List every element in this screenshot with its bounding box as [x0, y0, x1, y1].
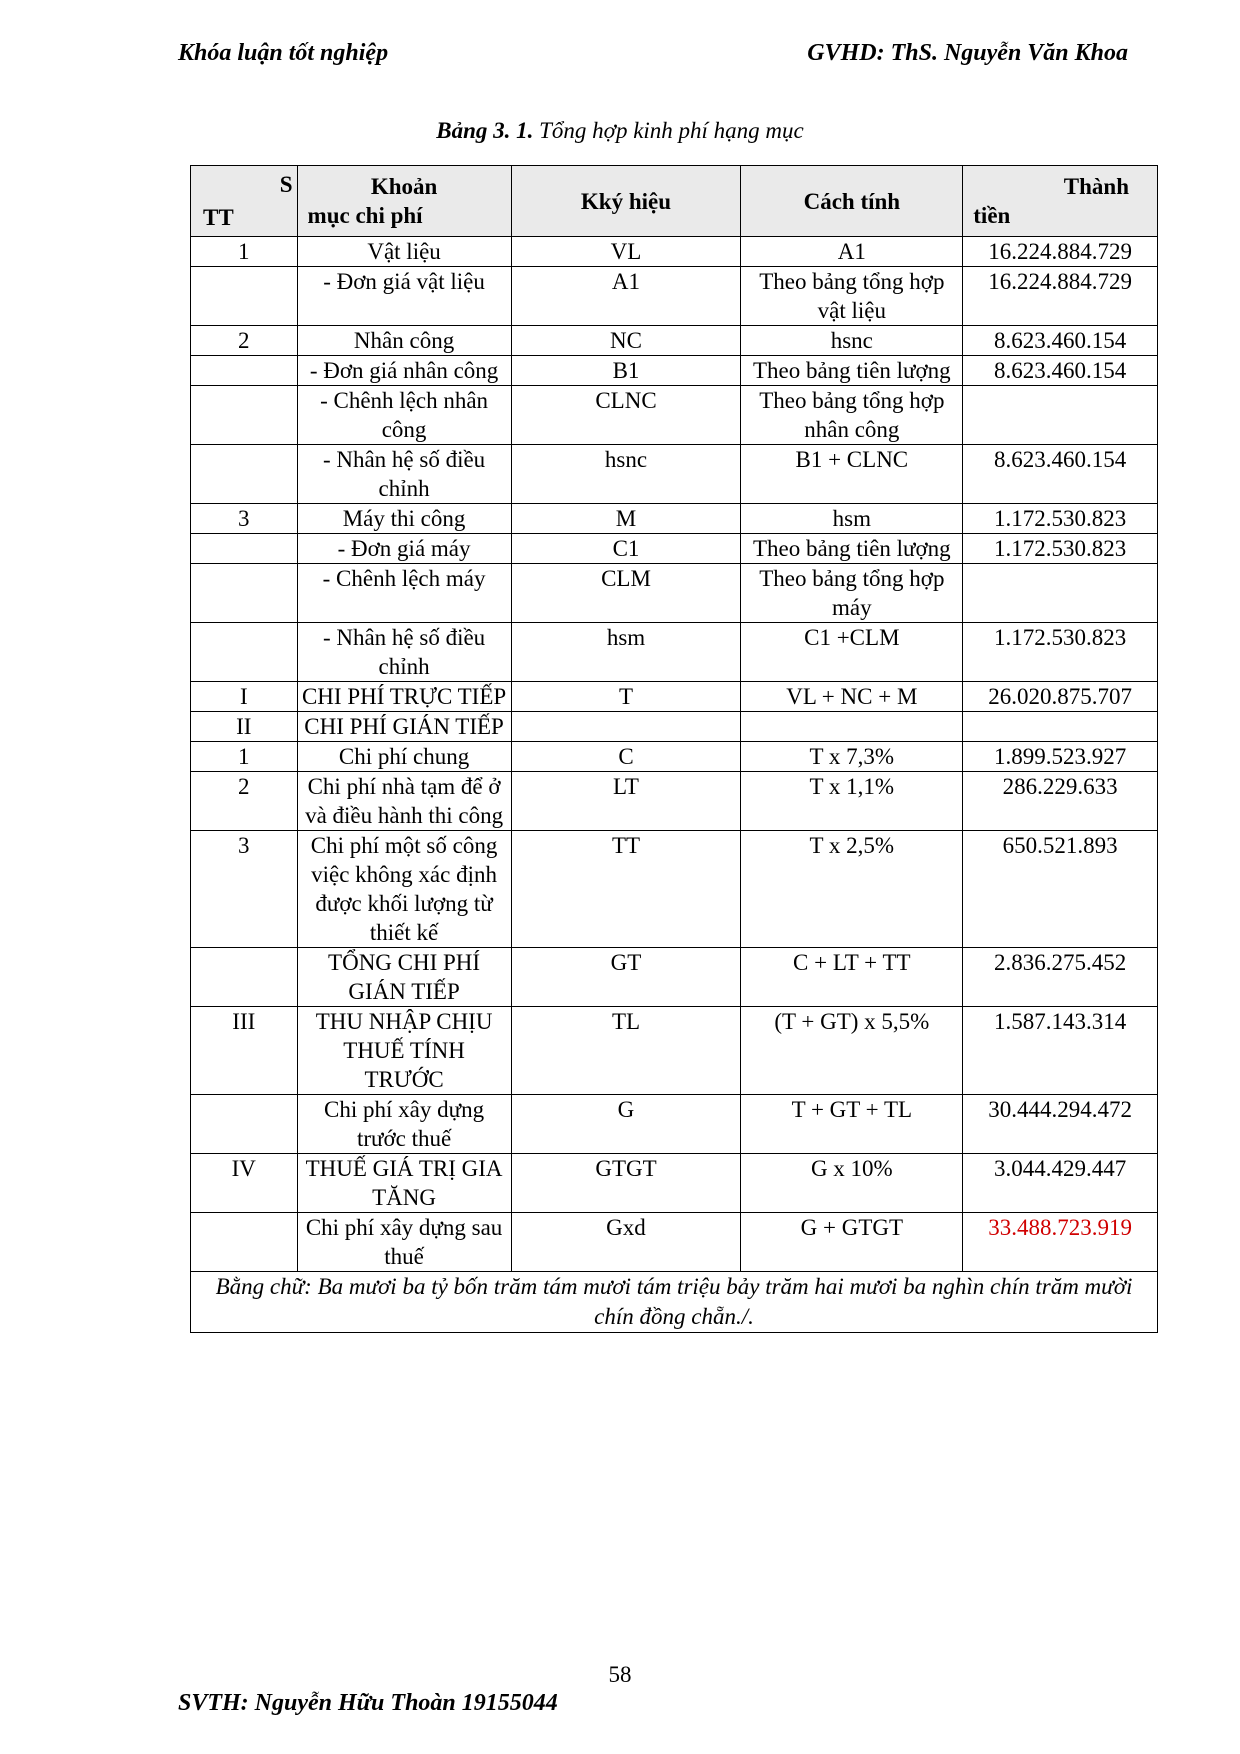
cell-code: G: [511, 1095, 741, 1154]
cell-code: GTGT: [511, 1154, 741, 1213]
header-stt-s: S: [279, 172, 293, 197]
cell-amount: 1.172.530.823: [963, 534, 1158, 564]
cell-code: [511, 712, 741, 742]
cell-amount: 2.836.275.452: [963, 948, 1158, 1007]
cell-formula: T x 7,3%: [741, 742, 963, 772]
cell-formula: G + GTGT: [741, 1213, 963, 1272]
cell-code: A1: [511, 267, 741, 326]
cell-item: TỔNG CHI PHÍ GIÁN TIẾP: [297, 948, 511, 1007]
cell-code: TL: [511, 1007, 741, 1095]
cell-formula: C + LT + TT: [741, 948, 963, 1007]
cell-formula: C1 +CLM: [741, 623, 963, 682]
total-in-words: Bằng chữ: Ba mươi ba tỷ bốn trăm tám mươi tám triệu bảy trăm hai mươi ba nghìn chín trăm mười chín đồng chẵn./.: [191, 1272, 1158, 1333]
cell-formula: T + GT + TL: [741, 1095, 963, 1154]
table-row: [191, 682, 1158, 712]
cell-tt: [191, 445, 298, 504]
cell-tt: 2: [191, 772, 298, 831]
header-khoan-1: Khoản: [370, 174, 438, 199]
cell-amount: 1.172.530.823: [963, 504, 1158, 534]
cell-tt: III: [191, 1007, 298, 1095]
header-stt-tt: TT: [203, 205, 234, 230]
cell-formula: A1: [741, 237, 963, 267]
cell-item: Chi phí xây dựng sau thuế: [297, 1213, 511, 1272]
cell-amount: 26.020.875.707: [963, 682, 1158, 712]
cell-tt: [191, 948, 298, 1007]
table-row: [191, 356, 1158, 386]
caption-label: Bảng 3. 1.: [436, 118, 534, 143]
cell-amount: [963, 564, 1158, 623]
header-khoan-2: mục chi phí: [307, 203, 423, 228]
cell-item: CHI PHÍ GIÁN TIẾP: [297, 712, 511, 742]
table-row: [191, 326, 1158, 356]
cell-tt: II: [191, 712, 298, 742]
cell-tt: [191, 1095, 298, 1154]
header-cach-tinh: Cách tính: [741, 166, 963, 237]
cell-code: B1: [511, 356, 741, 386]
cell-amount: [963, 386, 1158, 445]
cell-tt: [191, 1213, 298, 1272]
cell-formula: G x 10%: [741, 1154, 963, 1213]
cell-item: - Đơn giá vật liệu: [297, 267, 511, 326]
table-row: [191, 1007, 1158, 1095]
cell-code: TT: [511, 831, 741, 948]
table-row: [191, 948, 1158, 1007]
cell-formula: (T + GT) x 5,5%: [741, 1007, 963, 1095]
table-row: [191, 237, 1158, 267]
cell-tt: [191, 534, 298, 564]
table-row: [191, 445, 1158, 504]
cell-code: hsm: [511, 623, 741, 682]
cell-amount: 30.444.294.472: [963, 1095, 1158, 1154]
cell-tt: [191, 356, 298, 386]
cell-formula: B1 + CLNC: [741, 445, 963, 504]
header-thanh-tien: [963, 166, 1158, 237]
header-left: Khóa luận tốt nghiệp: [178, 40, 389, 66]
cell-code: LT: [511, 772, 741, 831]
cell-amount-final: 33.488.723.919: [963, 1213, 1158, 1272]
cell-code: T: [511, 682, 741, 712]
table-row: [191, 534, 1158, 564]
cell-item: - Nhân hệ số điều chỉnh: [297, 623, 511, 682]
cell-amount: 650.521.893: [963, 831, 1158, 948]
cell-formula: Theo bảng tiên lượng: [741, 534, 963, 564]
table-row: [191, 386, 1158, 445]
cell-item: - Nhân hệ số điều chỉnh: [297, 445, 511, 504]
cell-formula: hsm: [741, 504, 963, 534]
caption-text: Tổng hợp kinh phí hạng mục: [533, 118, 804, 143]
cell-code: Gxd: [511, 1213, 741, 1272]
cell-code: M: [511, 504, 741, 534]
table-row: [191, 1213, 1158, 1272]
table-row: [191, 564, 1158, 623]
cell-formula: VL + NC + M: [741, 682, 963, 712]
cell-formula: Theo bảng tiên lượng: [741, 356, 963, 386]
cell-amount: 286.229.633: [963, 772, 1158, 831]
cell-item: - Đơn giá máy: [297, 534, 511, 564]
table-row: [191, 1154, 1158, 1213]
footer-author: SVTH: Nguyễn Hữu Thoàn 19155044: [178, 1690, 558, 1716]
cell-formula: [741, 712, 963, 742]
header-thanh-1: Thành: [1063, 174, 1129, 199]
table-row: [191, 1095, 1158, 1154]
cell-amount: 1.587.143.314: [963, 1007, 1158, 1095]
cell-formula: Theo bảng tổng hợp vật liệu: [741, 267, 963, 326]
cost-summary-table: [190, 165, 1158, 1333]
cell-formula: T x 1,1%: [741, 772, 963, 831]
cell-tt: 3: [191, 504, 298, 534]
cell-tt: IV: [191, 1154, 298, 1213]
cell-code: NC: [511, 326, 741, 356]
table-row: [191, 772, 1158, 831]
cell-tt: 1: [191, 742, 298, 772]
cell-item: Máy thi công: [297, 504, 511, 534]
table-header-row: [191, 166, 1158, 237]
cell-item: - Chênh lệch máy: [297, 564, 511, 623]
cell-item: Vật liệu: [297, 237, 511, 267]
cell-amount: 8.623.460.154: [963, 445, 1158, 504]
table-row: [191, 267, 1158, 326]
cell-item: - Chênh lệch nhân công: [297, 386, 511, 445]
cell-item: Chi phí xây dựng trước thuế: [297, 1095, 511, 1154]
table-row: [191, 742, 1158, 772]
cell-code: C: [511, 742, 741, 772]
cell-item: CHI PHÍ TRỰC TIẾP: [297, 682, 511, 712]
cell-formula: T x 2,5%: [741, 831, 963, 948]
header-right: GVHD: ThS. Nguyễn Văn Khoa: [807, 40, 1128, 66]
cell-tt: [191, 386, 298, 445]
cell-item: Chi phí một số công việc không xác định được khối lượng từ thiết kế: [297, 831, 511, 948]
cell-amount: 1.899.523.927: [963, 742, 1158, 772]
cell-tt: [191, 623, 298, 682]
cell-tt: 2: [191, 326, 298, 356]
cell-amount: 8.623.460.154: [963, 356, 1158, 386]
cell-tt: 1: [191, 237, 298, 267]
table-row: [191, 831, 1158, 948]
cell-amount: 8.623.460.154: [963, 326, 1158, 356]
table-row: [191, 623, 1158, 682]
header-stt: [191, 166, 298, 237]
cell-formula: hsnc: [741, 326, 963, 356]
cell-amount: 16.224.884.729: [963, 237, 1158, 267]
cell-code: hsnc: [511, 445, 741, 504]
cell-tt: [191, 564, 298, 623]
table-row: [191, 712, 1158, 742]
cell-amount: 3.044.429.447: [963, 1154, 1158, 1213]
cell-item: Nhân công: [297, 326, 511, 356]
cell-tt: [191, 267, 298, 326]
page-number: 58: [608, 1662, 632, 1687]
cell-item: Chi phí nhà tạm để ở và điều hành thi công: [297, 772, 511, 831]
table-caption: [0, 118, 1240, 144]
cell-tt: 3: [191, 831, 298, 948]
cell-code: C1: [511, 534, 741, 564]
cell-amount: [963, 712, 1158, 742]
cell-item: THUẾ GIÁ TRỊ GIA TĂNG: [297, 1154, 511, 1213]
header-khoan-muc: [297, 166, 511, 237]
cell-formula: Theo bảng tổng hợp máy: [741, 564, 963, 623]
header-thanh-2: tiền: [973, 203, 1011, 228]
cell-item: - Đơn giá nhân công: [297, 356, 511, 386]
total-in-words-row: [191, 1272, 1158, 1333]
header-ky-hieu: Kký hiệu: [511, 166, 741, 237]
cell-code: VL: [511, 237, 741, 267]
cell-tt: I: [191, 682, 298, 712]
cell-code: GT: [511, 948, 741, 1007]
table-row: [191, 504, 1158, 534]
cell-code: CLNC: [511, 386, 741, 445]
cell-amount: 16.224.884.729: [963, 267, 1158, 326]
cell-code: CLM: [511, 564, 741, 623]
cell-item: Chi phí chung: [297, 742, 511, 772]
cell-amount: 1.172.530.823: [963, 623, 1158, 682]
cell-formula: Theo bảng tổng hợp nhân công: [741, 386, 963, 445]
cell-item: THU NHẬP CHỊU THUẾ TÍNH TRƯỚC: [297, 1007, 511, 1095]
